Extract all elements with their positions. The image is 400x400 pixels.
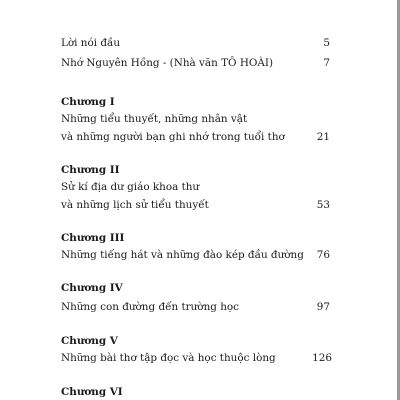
toc-entry-page: 5	[323, 37, 330, 49]
chapter-title-line: Những tiểu thuyết, những nhân vật	[61, 113, 248, 125]
toc-entry-page: 7	[323, 57, 330, 69]
toc-entry-page: 126	[312, 352, 332, 364]
chapter-title-line: và những lịch sử tiểu thuyết	[61, 199, 209, 211]
toc-entry-page: 97	[316, 301, 330, 313]
chapter-heading: Chương III	[61, 232, 125, 244]
chapter-heading: Chương II	[61, 164, 120, 176]
chapter-title-line: và những người bạn ghi nhớ trong tuổi thơ	[61, 131, 285, 143]
chapter-heading: Chương VI	[61, 386, 123, 398]
chapter-title-line: Sử kí địa dư giáo khoa thư	[61, 181, 200, 193]
chapter-heading: Chương I	[61, 96, 115, 108]
toc-entry-page: 53	[316, 199, 330, 211]
toc-entry-page: 21	[316, 131, 330, 143]
chapter-heading: Chương V	[61, 335, 118, 347]
toc-entry-page: 76	[316, 249, 330, 261]
chapter-heading: Chương IV	[61, 282, 123, 294]
chapter-title-line: Những bài thơ tập đọc và học thuộc lòng	[61, 352, 276, 364]
chapter-title-line: Những con đường đến trường học	[61, 301, 239, 313]
toc-entry-title: Nhớ Nguyên Hồng - (Nhà văn TÔ HOÀI)	[61, 57, 274, 69]
toc-entry-title: Lời nói đầu	[61, 37, 121, 49]
chapter-title-line: Những tiếng hát và những đào kép đầu đường	[61, 249, 304, 261]
